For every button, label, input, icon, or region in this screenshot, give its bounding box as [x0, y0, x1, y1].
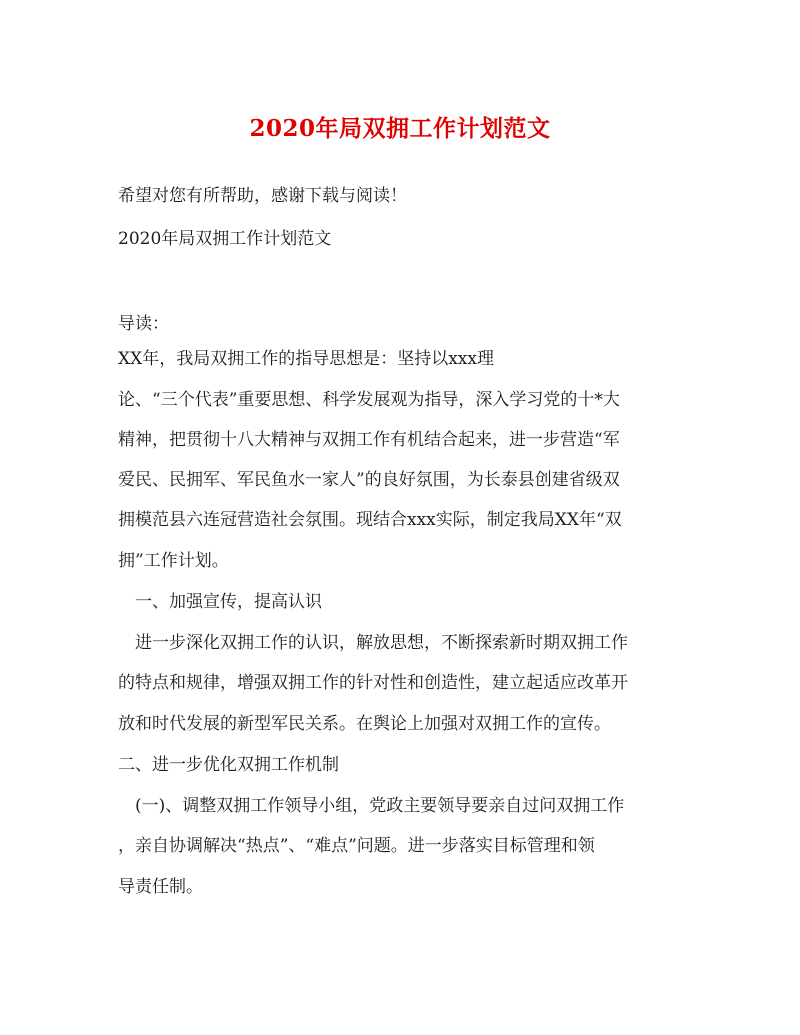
body-line: 爱民、民拥军、军民鱼水一家人”的良好氛围，为长泰县创建省级双 [118, 470, 620, 490]
body-line: 拥”工作计划。 [118, 551, 229, 571]
guide-label: 导读： [118, 314, 169, 334]
body-line: 拥模范县六连冠营造社会氛围。现结合xxx实际，制定我局XX年“双 [118, 510, 622, 530]
subtitle-line: 2020年局双拥工作计划范文 [118, 229, 332, 249]
body-line: 的特点和规律，增强双拥工作的针对性和创造性，建立起适应改革开 [118, 673, 628, 693]
body-line: 精神，把贯彻十八大精神与双拥工作有机结合起来，进一步营造“军 [118, 430, 620, 450]
body-line: 论、“三个代表”重要思想、科学发展观为指导，深入学习党的十*大 [118, 390, 620, 410]
body-line: (一)、调整双拥工作领导小组，党政主要领导要亲自过问双拥工作 [118, 796, 625, 816]
section-heading: 一、加强宣传，提高认识 [118, 592, 322, 612]
body-line: 进一步深化双拥工作的认识，解放思想，不断探索新时期双拥工作 [118, 633, 628, 653]
thank-you-line: 希望对您有所帮助，感谢下载与阅读！ [118, 186, 407, 206]
body-line: ，亲自协调解决“热点”、“难点”问题。进一步落实目标管理和领 [118, 836, 595, 856]
document-title: 2020年局双拥工作计划范文 [249, 115, 551, 142]
section-heading: 二、进一步优化双拥工作机制 [118, 755, 339, 775]
body-line: XX年，我局双拥工作的指导思想是：坚持以xxx理 [118, 349, 494, 369]
body-line: 导责任制。 [118, 877, 203, 897]
body-line: 放和时代发展的新型军民关系。在舆论上加强对双拥工作的宣传。 [118, 714, 611, 734]
